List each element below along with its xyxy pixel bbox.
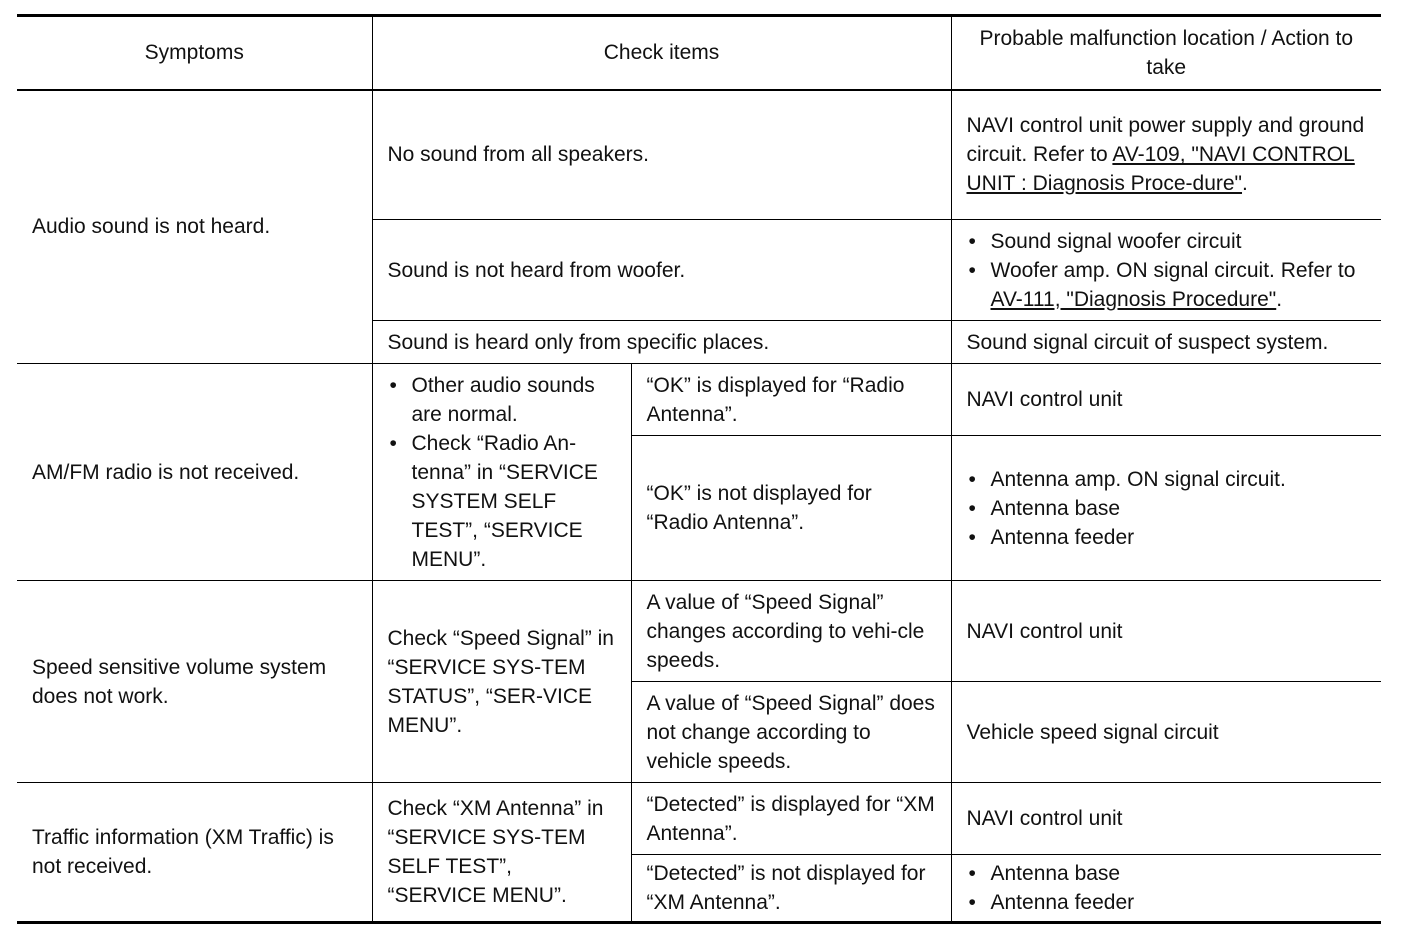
symptom-traffic: Traffic information (XM Traffic) is not received. bbox=[17, 783, 372, 923]
list-item bbox=[991, 256, 1367, 314]
list-item: • Antenna base bbox=[991, 494, 1367, 523]
action-vehicle-speed: Vehicle speed signal circuit bbox=[951, 682, 1381, 783]
list-item: • Check “Radio An-tenna” in “SERVICE SYSTEM SELF TEST”, “SERVICE MENU”. bbox=[412, 429, 616, 574]
header-check-items: Check items bbox=[372, 16, 951, 90]
action-suspect-system: Sound signal circuit of suspect system. bbox=[951, 321, 1381, 364]
result-ok-displayed: “OK” is displayed for “Radio Antenna”. bbox=[631, 364, 951, 436]
symptom-audio: Audio sound is not heard. bbox=[17, 90, 372, 364]
action-navi-unit: NAVI control unit bbox=[951, 364, 1381, 436]
check-specific-places: Sound is heard only from specific places. bbox=[372, 321, 951, 364]
result-speed-changes: A value of “Speed Signal” changes according to vehi-cle speeds. bbox=[631, 581, 951, 682]
result-detected: “Detected” is displayed for “XM Antenna”. bbox=[631, 783, 951, 855]
symptom-speed: Speed sensitive volume system does not work. bbox=[17, 581, 372, 783]
check-no-sound: No sound from all speakers. bbox=[372, 90, 951, 220]
diagnosis-table bbox=[17, 14, 1381, 924]
check-traffic: Check “XM Antenna” in “SERVICE SYS-TEM SELF TEST”, “SERVICE MENU”. bbox=[372, 783, 631, 923]
table-row bbox=[17, 364, 1381, 436]
list-item: • Sound signal woofer circuit bbox=[991, 227, 1367, 256]
ref-link-av111[interactable]: AV-111, "Diagnosis Procedure" bbox=[990, 287, 1277, 311]
list-item: • Antenna amp. ON signal circuit. bbox=[991, 465, 1367, 494]
result-ok-not-displayed: “OK” is not displayed for “Radio Antenna”. bbox=[631, 436, 951, 581]
check-speed: Check “Speed Signal” in “SERVICE SYS-TEM STATUS”, “SER-VICE MENU”. bbox=[372, 581, 631, 783]
bullet-list bbox=[967, 859, 1367, 917]
header-symptoms: Symptoms bbox=[17, 16, 372, 90]
list-item: • Other audio sounds are normal. bbox=[412, 371, 616, 429]
action-text: NAVI control unit power supply and ground circuit. Refer to bbox=[966, 114, 1365, 167]
action-power-supply bbox=[951, 90, 1381, 220]
bullet-list bbox=[967, 227, 1367, 314]
action-text: Woofer amp. ON signal circuit. Refer to bbox=[990, 258, 1356, 282]
table-row bbox=[17, 783, 1381, 855]
header-action: Probable malfunction location / Action to take bbox=[951, 16, 1381, 90]
result-not-detected: “Detected” is not displayed for “XM Antenna”. bbox=[631, 855, 951, 923]
check-amfm bbox=[372, 364, 631, 581]
list-item: • Antenna feeder bbox=[991, 888, 1367, 917]
result-speed-no-change: A value of “Speed Signal” does not change according to vehicle speeds. bbox=[631, 682, 951, 783]
action-text: . bbox=[1242, 172, 1248, 196]
list-item: • Antenna base bbox=[991, 859, 1367, 888]
action-navi-unit: NAVI control unit bbox=[951, 783, 1381, 855]
action-woofer bbox=[951, 220, 1381, 321]
symptom-amfm: AM/FM radio is not received. bbox=[17, 364, 372, 581]
action-antenna bbox=[951, 436, 1381, 581]
ref-link-av109[interactable]: AV-109, "NAVI CONTROL UNIT : Diagnosis Proce-dure" bbox=[966, 143, 1355, 196]
bullet-list bbox=[388, 371, 616, 574]
check-woofer: Sound is not heard from woofer. bbox=[372, 220, 951, 321]
bullet-list bbox=[967, 465, 1367, 552]
action-text: . bbox=[1276, 287, 1283, 311]
table-row bbox=[17, 581, 1381, 682]
list-item: • Antenna feeder bbox=[991, 523, 1367, 552]
action-navi-unit: NAVI control unit bbox=[951, 581, 1381, 682]
table-row bbox=[17, 90, 1381, 220]
action-xm-antenna bbox=[951, 855, 1381, 923]
